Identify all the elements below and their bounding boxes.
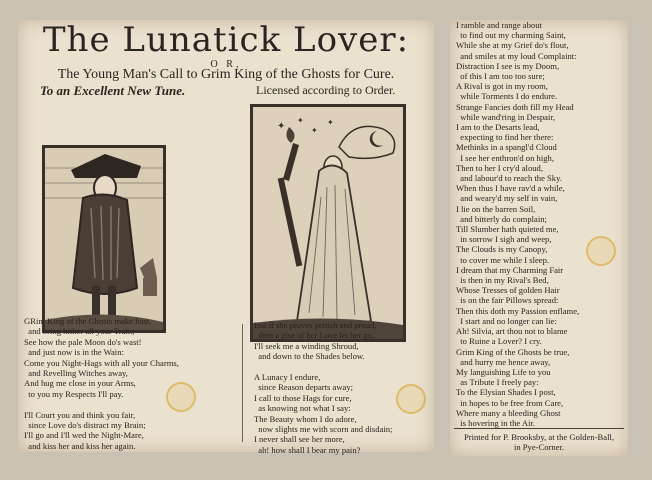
ballad-title: The Lunatick Lover: <box>42 20 410 60</box>
ghost-figure-illustration <box>253 107 403 339</box>
svg-text:✦: ✦ <box>277 121 286 132</box>
continuation-sheet <box>450 20 628 456</box>
svg-text:✦: ✦ <box>327 118 334 127</box>
broadside-sheet <box>18 20 434 455</box>
verse-middle-column: But if she proves pettish and proud, then a pise of her Love let her go, I'll seek me a winding Shroud, and down to the Shades below. A Lunacy I endure, since Reason departs away; I call to those Hags for cure, as knowing not what I say: The Beauty whom I do adore, now slights me with scorn and disdain; I never shall see her more, ah! how shall I bear my pain? <box>254 320 393 455</box>
cavalier-illustration <box>45 148 163 330</box>
tune-line: To an Excellent New Tune. <box>40 83 186 98</box>
library-stamp <box>586 236 616 266</box>
printer-imprint: Printed for P. Brooksby, at the Golden-Ball, in Pye-Corner. <box>463 432 615 452</box>
or-line: O R, <box>210 59 242 70</box>
woodcut-ghost-figure-image <box>250 104 406 342</box>
svg-text:✦: ✦ <box>311 126 318 135</box>
woodcut-cavalier-image <box>42 145 166 333</box>
library-stamp <box>396 384 426 414</box>
verse-continuation-column: I ramble and range about to find out my charming Saint, While she at my Grief do's flout, and smiles at my loud Complaint: Distraction I see is my Doom, of this I am too too sure; A Rival is got in my room, while Torments I do endure. Strange Fancies doth fill my Head while wand'ring in Despair, I am to the Desarts lead, expecting to find her there: Methinks in a spangl'd Cloud I see her enthron'd on high, Then to her I cry'd aloud, and labour'd to reach the Sky. When thus I have rav'd a while, and weary'd my self in vain, I lie on the barren Soil, and bitterly do complain; Till Slumber hath quieted me, in sorrow I sigh and weep, The Clouds is my Canopy, to cover me while I sleep. I dream that my Charming Fair is then in my Rival's Bed, Whose Tresses of golden Hair is on the fair Pillows spread: Then this doth my Passion enflame, I start and no longer can lie: Ah! Silvia, art thou not to blame to Ruine a Lover? I cry. Grim King of the Ghosts be true, and hurry me hence away, My languishing Life to you as Tribute I freely pay: To the Elysian Shades I post, in hopes to be free from Care, Where many a bleeding Ghost is hovering in the Air. <box>456 20 580 428</box>
library-stamp <box>166 382 196 412</box>
license-line: Licensed according to Order. <box>256 83 396 97</box>
column-divider <box>242 324 243 442</box>
imprint-rule <box>454 428 624 429</box>
verse-left-column: GRim King of the Ghosts make hast, and bring hither all your Train; See how the pale Moon do's wast! and just now is in the Wain: Come you Night-Hags with all your Charms, and Revelling Witches away, And hug me close in your Arms, to you my Respects I'll pay. I'll Court you and think you fair, since Love do's distract my Brain; I'll go and I'll wed the Night-Mare, and kiss her and kiss her again. <box>24 316 179 451</box>
ballad-subtitle: The Young Man's Call to Grim King of the Ghosts for Cure. <box>57 67 395 82</box>
svg-text:✦: ✦ <box>297 116 304 125</box>
